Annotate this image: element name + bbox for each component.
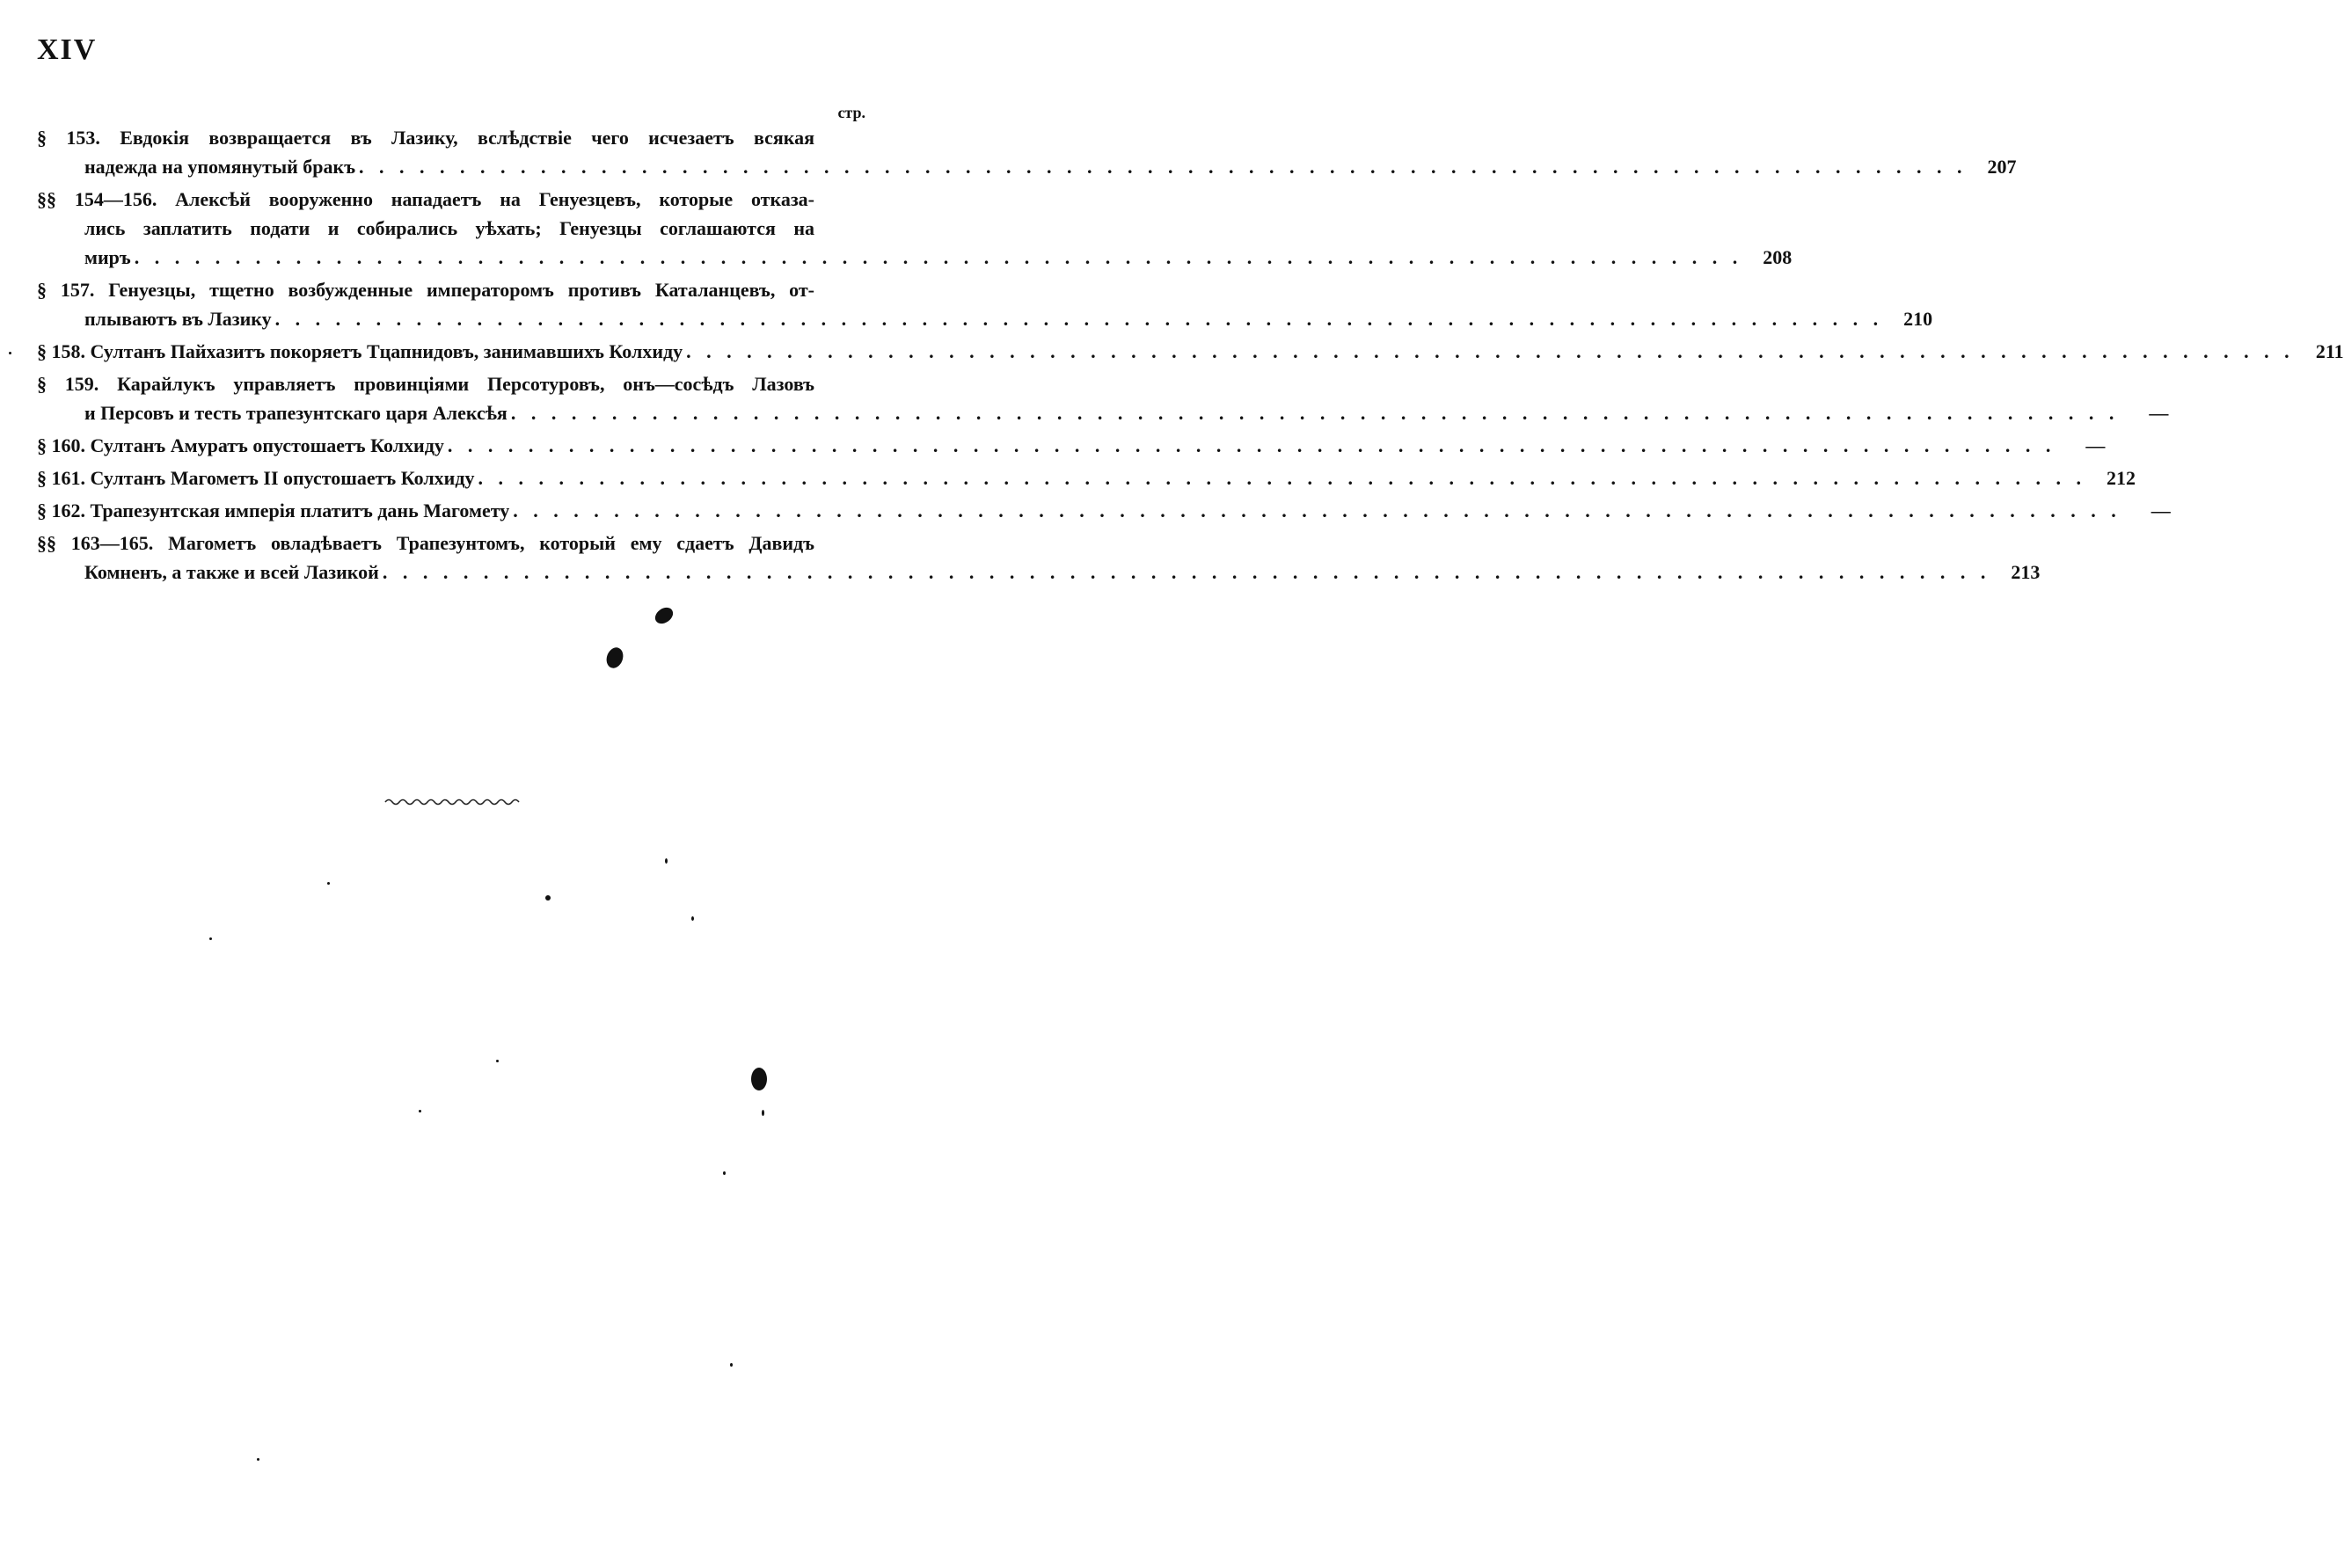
ink-speck bbox=[9, 352, 11, 354]
toc-entry-text: §§ 154—156. Алексѣй вооруженно нападаетъ на Генуезцевъ, которые отказа- bbox=[37, 188, 814, 210]
toc-entry-text: § 157. Генуезцы, тщетно возбужденные императоромъ противъ Каталанцевъ, от- bbox=[37, 279, 814, 301]
toc-entry bbox=[37, 275, 1933, 333]
toc-entry-text: лись заплатить подати и собирались уѣхать; Генуезцы соглашаются на bbox=[84, 217, 814, 239]
toc-entry-line bbox=[37, 275, 864, 304]
toc-entry bbox=[37, 337, 2344, 366]
toc-entry-line bbox=[37, 369, 864, 398]
toc-entry-line bbox=[37, 304, 1933, 333]
toc-entry-text: надежда на упомянутый бракъ bbox=[84, 156, 356, 178]
dot-leader: . . . . . . . . . . . . . . . . . . . . . . . . . . . . . . . . . . . . . . . . . . . . . . . . . . . . . . . . . . . . . . . . . . . . . . . . . . . . . . . . bbox=[382, 561, 1991, 583]
dot-leader: . . . . . . . . . . . . . . . . . . . . . . . . . . . . . . . . . . . . . . . . . . . . . . . . . . . . . . . . . . . . . . . . . . . . . . . . . . . . . . . . bbox=[447, 434, 2056, 456]
ink-speck bbox=[762, 1110, 764, 1116]
toc-entry-page: 208 bbox=[1763, 246, 1793, 268]
ink-blot bbox=[652, 604, 675, 627]
dot-leader: . . . . . . . . . . . . . . . . . . . . . . . . . . . . . . . . . . . . . . . . . . . . . . . . . . . . . . . . . . . . . . . . . . . . . . . . . . . . . . . . bbox=[134, 246, 1743, 268]
toc-entry-line bbox=[37, 152, 2017, 181]
toc-entry-page: 207 bbox=[1987, 156, 2017, 178]
toc-entry bbox=[37, 185, 1793, 272]
page-column-label: стр. bbox=[837, 104, 865, 121]
dot-leader: . . . . . . . . . . . . . . . . . . . . . . . . . . . . . . . . . . . . . . . . . . . . . . . . . . . . . . . . . . . . . . . . . . . . . . . . . . . . . . . . bbox=[359, 156, 1968, 178]
ornamental-divider bbox=[383, 795, 519, 809]
toc-entry-line bbox=[37, 243, 1793, 272]
toc-entry-text: Комненъ, а также и всей Лазикой bbox=[84, 561, 379, 583]
ink-blot bbox=[603, 645, 625, 671]
ink-speck bbox=[691, 916, 694, 921]
toc-entry bbox=[37, 431, 2106, 460]
toc-entry-line bbox=[37, 431, 2106, 460]
toc-entry-page: — bbox=[2150, 500, 2171, 521]
toc-entry bbox=[37, 529, 2041, 587]
toc-entry-text: и Персовъ и тесть трапезунтскаго царя Алексѣя bbox=[84, 402, 508, 424]
toc-entry-text: § 161. Султанъ Магометъ II опустошаетъ Колхиду bbox=[37, 467, 475, 489]
ink-speck bbox=[665, 858, 668, 864]
toc-entry-page: 213 bbox=[2011, 561, 2041, 583]
ink-speck bbox=[327, 882, 330, 885]
ink-speck bbox=[419, 1110, 421, 1112]
ink-speck bbox=[209, 937, 212, 940]
toc-entry-line bbox=[37, 496, 2171, 525]
toc-entry-line bbox=[37, 463, 2136, 492]
toc-entry-page: — bbox=[2149, 402, 2169, 424]
toc-entry-text: плываютъ въ Лазику bbox=[84, 308, 272, 330]
toc-entry-line bbox=[37, 337, 2344, 366]
page-number: XIV bbox=[37, 33, 98, 66]
toc-entry bbox=[37, 496, 2171, 525]
dot-leader: . . . . . . . . . . . . . . . . . . . . . . . . . . . . . . . . . . . . . . . . . . . . . . . . . . . . . . . . . . . . . . . . . . . . . . . . . . . . . . . . bbox=[478, 467, 2086, 489]
toc-entry-line bbox=[37, 529, 864, 558]
dot-leader: . . . . . . . . . . . . . . . . . . . . . . . . . . . . . . . . . . . . . . . . . . . . . . . . . . . . . . . . . . . . . . . . . . . . . . . . . . . . . . . . bbox=[274, 308, 1884, 330]
dot-leader: . . . . . . . . . . . . . . . . . . . . . . . . . . . . . . . . . . . . . . . . . . . . . . . . . . . . . . . . . . . . . . . . . . . . . . . . . . . . . . . . bbox=[510, 402, 2120, 424]
toc-entry-text: § 159. Карайлукъ управляетъ провинціями Персотуровъ, онъ—сосѣдъ Лазовъ bbox=[37, 373, 814, 395]
table-of-contents bbox=[37, 123, 2344, 590]
toc-entry-line bbox=[37, 123, 864, 152]
toc-entry bbox=[37, 463, 2136, 492]
toc-entry-text: §§ 163—165. Магометъ овладѣваетъ Трапезунтомъ, который ему сдаетъ Давидъ bbox=[37, 532, 814, 554]
dot-leader: . . . . . . . . . . . . . . . . . . . . . . . . . . . . . . . . . . . . . . . . . . . . . . . . . . . . . . . . . . . . . . . . . . . . . . . . . . . . . . . . bbox=[513, 500, 2121, 521]
toc-entry-page: — bbox=[2085, 434, 2106, 456]
toc-entry-line bbox=[37, 185, 864, 214]
toc-entry-text: § 160. Султанъ Амуратъ опустошаетъ Колхиду bbox=[37, 434, 444, 456]
toc-entry-line bbox=[37, 398, 2169, 427]
ink-speck bbox=[545, 895, 551, 901]
ink-speck bbox=[496, 1060, 499, 1062]
toc-entry bbox=[37, 123, 2017, 181]
toc-entry-text: § 162. Трапезунтская имперія платитъ дань Магомету bbox=[37, 500, 510, 521]
toc-entry-page: 211 bbox=[2315, 340, 2344, 362]
toc-entry-text: § 153. Евдокія возвращается въ Лазику, вслѣдствіе чего исчезаетъ всякая bbox=[37, 127, 814, 149]
toc-entry-text: § 158. Султанъ Пайхазитъ покоряетъ Тцапнидовъ, занимавшихъ Колхиду bbox=[37, 340, 683, 362]
toc-entry-page: 210 bbox=[1903, 308, 1933, 330]
ink-blot bbox=[751, 1068, 767, 1090]
toc-entry-line bbox=[37, 214, 864, 243]
ink-speck bbox=[730, 1363, 733, 1367]
dot-leader: . . . . . . . . . . . . . . . . . . . . . . . . . . . . . . . . . . . . . . . . . . . . . . . . . . . . . . . . . . . . . . . . . . . . . . . . . . . . . . . . bbox=[686, 340, 2295, 362]
toc-entry-page: 212 bbox=[2106, 467, 2136, 489]
toc-entry-line bbox=[37, 558, 2041, 587]
toc-entry bbox=[37, 369, 2169, 427]
ink-speck bbox=[723, 1171, 726, 1175]
toc-entry-text: миръ bbox=[84, 246, 131, 268]
ink-speck bbox=[257, 1458, 259, 1461]
